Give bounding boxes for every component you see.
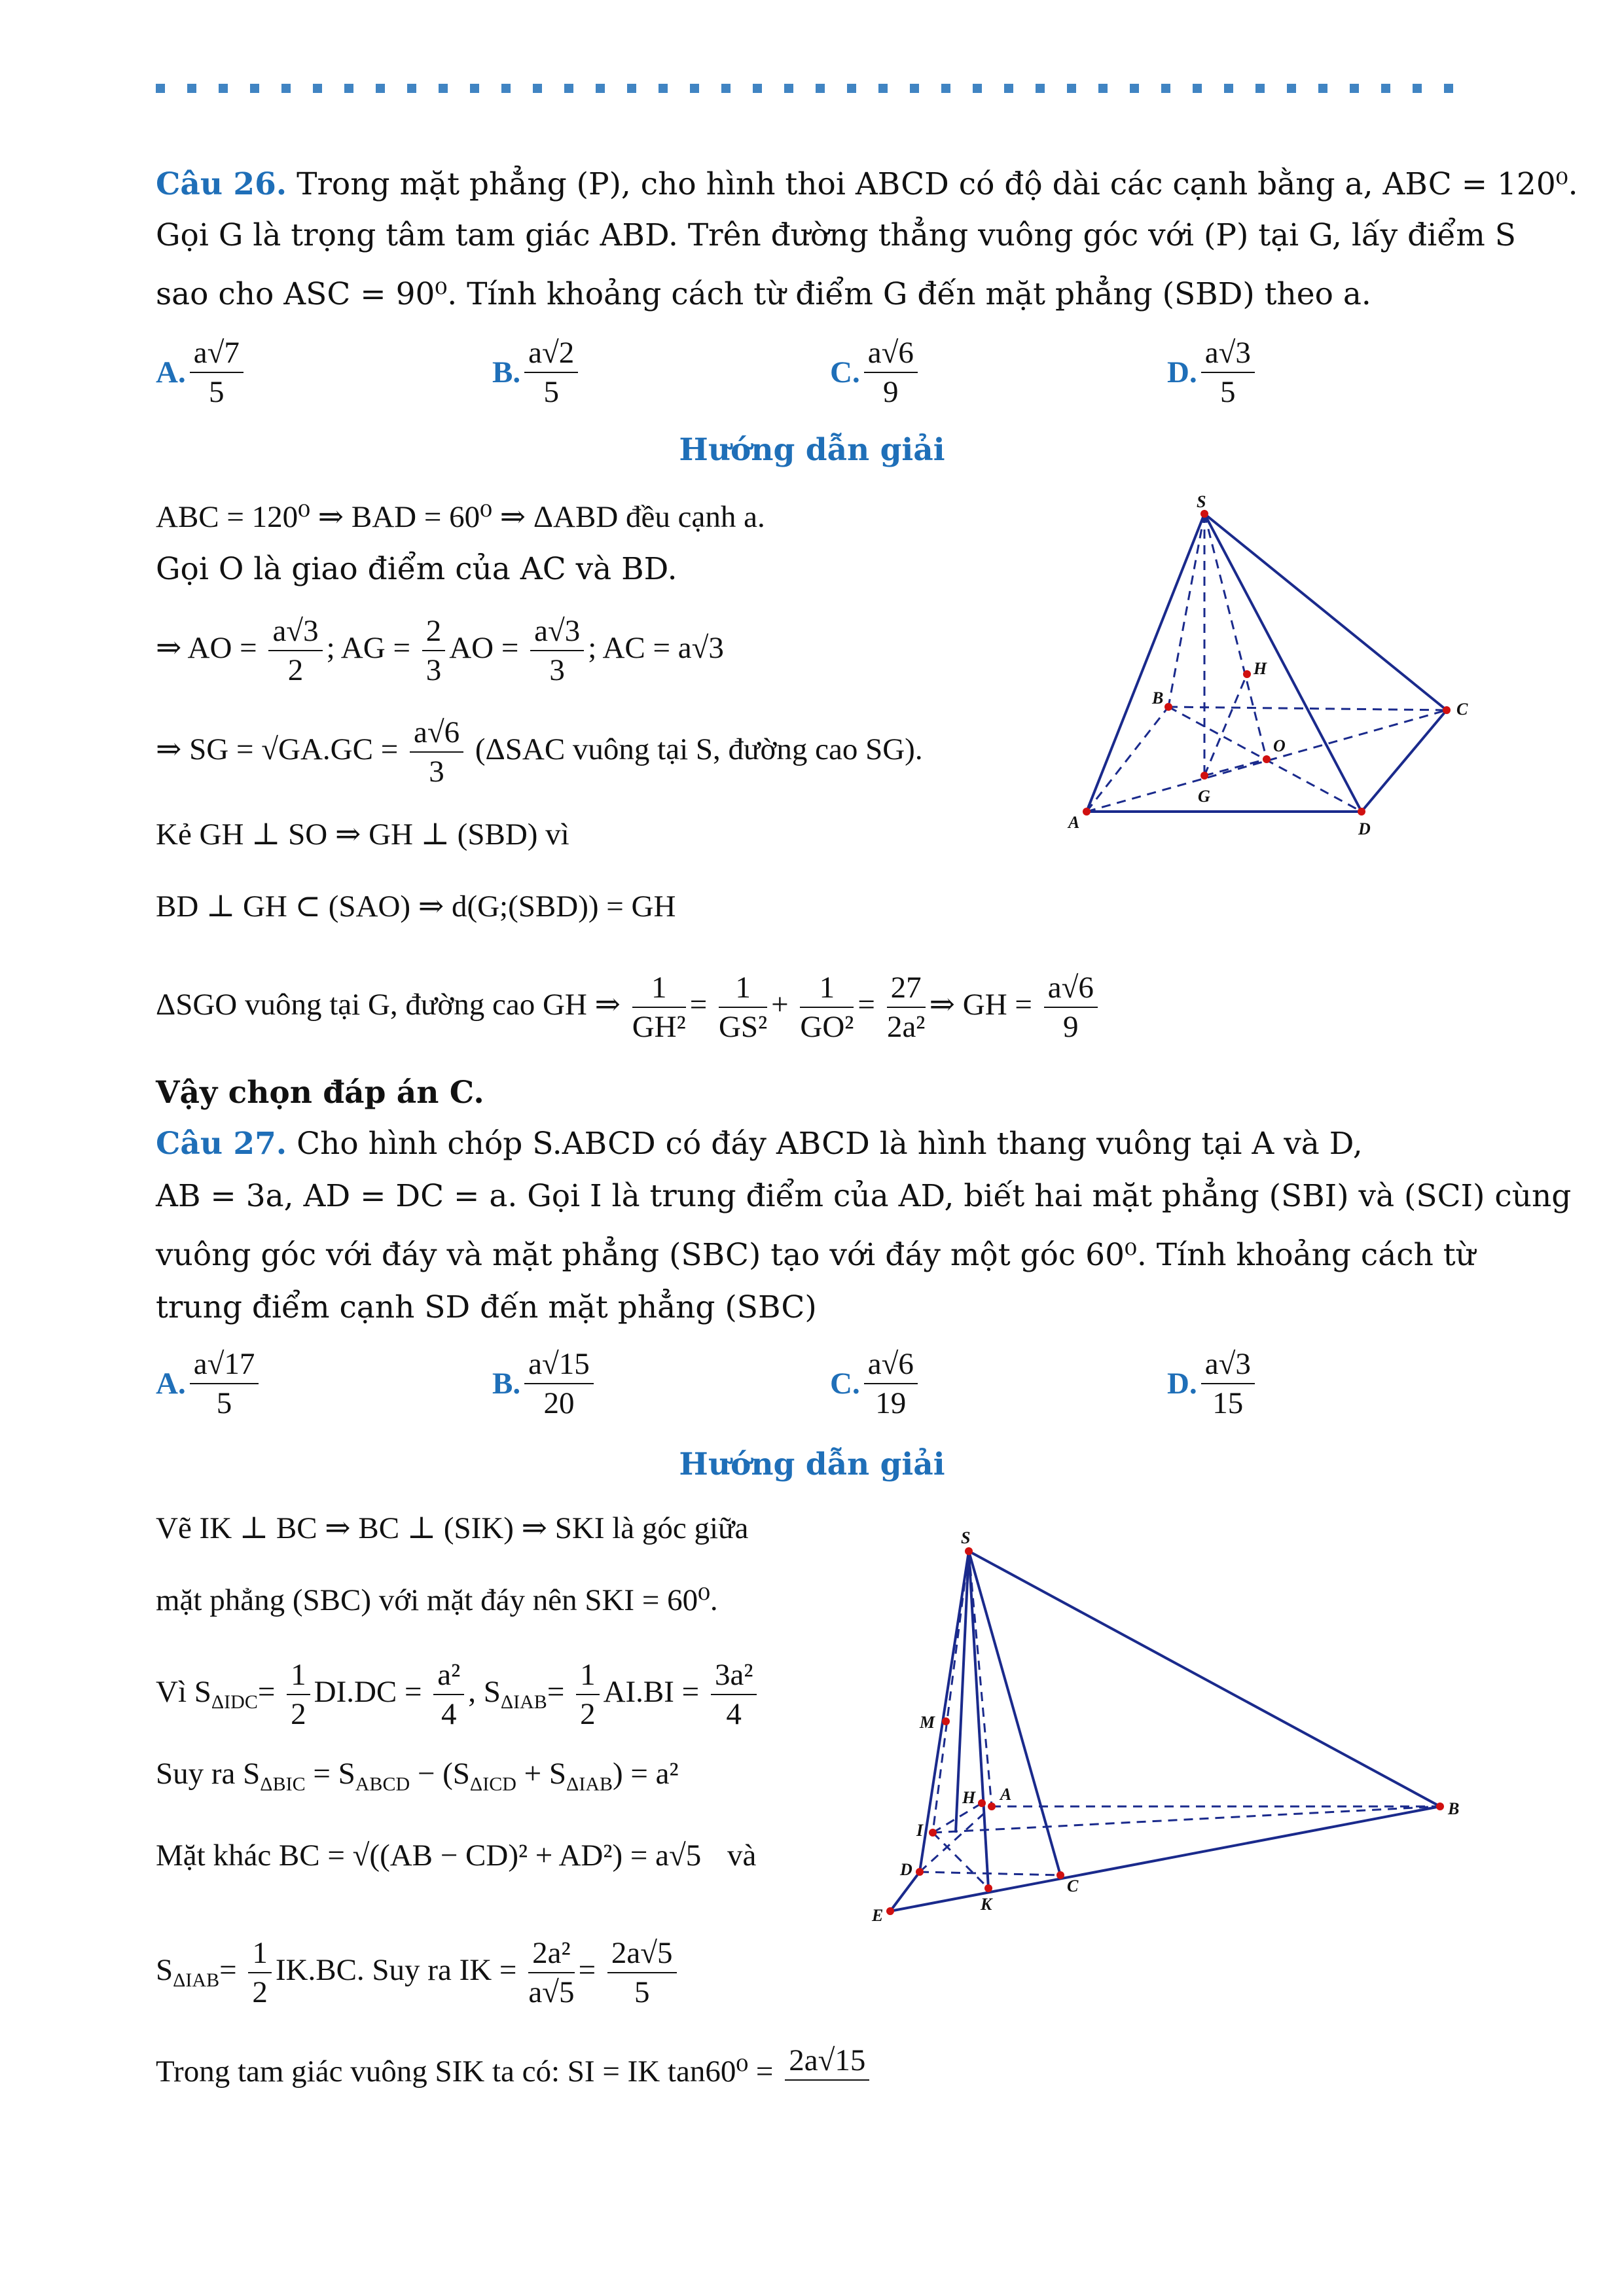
option-label: D. <box>1167 355 1197 389</box>
point-b <box>1164 703 1172 711</box>
figure-pyramid-1 <box>1047 484 1519 851</box>
t3sub2: ΔIAB <box>500 1691 547 1713</box>
point-h <box>1243 670 1251 678</box>
frac-den: 4 <box>726 1697 742 1731</box>
frac-den: 9 <box>1063 1010 1079 1044</box>
q27-step7 <box>156 2043 873 2091</box>
frac-den: 2 <box>291 1697 306 1731</box>
point-d <box>1358 808 1365 816</box>
option-label: A. <box>156 355 186 389</box>
q27-option-b[interactable] <box>492 1345 598 1422</box>
option-num: a√3 <box>1201 1345 1255 1384</box>
s7imp: ⇒ GH = <box>929 987 1032 1022</box>
q26-step7 <box>156 969 1102 1046</box>
option-label: B. <box>492 1367 521 1401</box>
frac-den: 2 <box>580 1697 596 1731</box>
frac-num: 2a² <box>528 1934 574 1973</box>
q26-step3 <box>156 612 724 689</box>
option-den: 15 <box>1212 1386 1244 1420</box>
t6d: = <box>578 1952 596 1987</box>
frac-den: 3 <box>425 653 442 687</box>
frac-den: GS² <box>718 1010 768 1044</box>
t6b: = <box>219 1952 237 1987</box>
q26-step5: Kẻ GH ⊥ SO ⇒ GH ⊥ (SBD) vì <box>156 817 569 852</box>
option-den: 5 <box>216 1386 232 1420</box>
label-c: C <box>1067 1876 1079 1895</box>
frac-num: a√6 <box>1044 969 1098 1008</box>
point-k <box>984 1884 992 1892</box>
s3b: ; AG = <box>326 630 410 665</box>
t4: Suy ra S <box>156 1757 261 1791</box>
q26-step6: BD ⊥ GH ⊂ (SAO) ⇒ d(G;(SBD)) = GH <box>156 889 676 924</box>
point-s <box>965 1547 973 1555</box>
t4sub3: ΔICD <box>469 1773 516 1795</box>
option-label: B. <box>492 355 521 389</box>
label-s: S <box>961 1528 971 1547</box>
point-g <box>1200 772 1208 780</box>
q26-line3: sao cho ASC = 90⁰. Tính khoảng cách từ điểm G đến mặt phẳng (SBD) theo a. <box>156 276 1371 312</box>
q27-line3: vuông góc với đáy và mặt phẳng (SBC) tạo với đáy một góc 60⁰. Tính khoảng cách từ <box>156 1237 1475 1273</box>
frac-num: 1 <box>576 1656 600 1695</box>
label-b: B <box>1448 1799 1460 1818</box>
q27-step2: mặt phẳng (SBC) với mặt đáy nên SKI = 60⁰. <box>156 1583 718 1617</box>
option-label: C. <box>830 355 860 389</box>
t3b: = <box>257 1674 276 1709</box>
edge-dc <box>920 1872 1060 1875</box>
header-strip <box>156 84 1468 93</box>
option-num: a√2 <box>524 334 578 373</box>
frac-num: a² <box>433 1656 464 1695</box>
s3c: AO = <box>449 630 519 665</box>
frac-num: 1 <box>632 969 686 1008</box>
q27-step6 <box>156 1934 681 2011</box>
t6sub: ΔIAB <box>173 1969 220 1992</box>
option-den: 5 <box>1220 375 1236 409</box>
t6c: IK.BC. Suy ra IK = <box>275 1952 517 1987</box>
q27-step5 <box>156 1836 756 1875</box>
t3a: Vì S <box>156 1674 211 1709</box>
label-h: H <box>1254 659 1267 678</box>
t3sub1: ΔIDC <box>211 1691 258 1713</box>
q26-text1: Trong mặt phẳng (P), cho hình thoi ABCD có độ dài các cạnh bằng a, ABC = 120⁰. <box>287 166 1578 202</box>
label-d: D <box>1358 819 1371 838</box>
line-ib <box>933 1806 1440 1833</box>
t3d: , S <box>468 1674 501 1709</box>
q26-label: Câu 26. <box>156 166 287 202</box>
point-c <box>1056 1871 1064 1879</box>
t4sub2: ABCD <box>355 1773 410 1795</box>
q27-line4: trung điểm cạnh SD đến mặt phẳng (SBC) <box>156 1289 817 1325</box>
q26-guide-heading: Hướng dẫn giải <box>679 432 945 468</box>
frac-den: 2a² <box>886 1010 926 1044</box>
frac-num: 2a√15 <box>785 2041 869 2081</box>
edge-sk <box>969 1551 988 1888</box>
option-num: a√6 <box>864 1345 918 1384</box>
option-num: a√7 <box>190 334 244 373</box>
frac-num: 3a² <box>711 1656 757 1695</box>
option-num: a√3 <box>1201 334 1255 373</box>
t4c: − (S <box>410 1757 470 1791</box>
label-i: I <box>916 1821 924 1840</box>
q27-text1: Cho hình chóp S.ABCD có đáy ABCD là hình thang vuông tại A và D, <box>287 1126 1363 1162</box>
frac-den: 4 <box>441 1697 457 1731</box>
q27-label: Câu 27. <box>156 1126 287 1162</box>
q26-answer: Vậy chọn đáp án C. <box>156 1075 484 1111</box>
label-b: B <box>1152 689 1164 708</box>
edge-sd <box>1204 514 1362 812</box>
option-den: 9 <box>883 375 899 409</box>
frac-num: 27 <box>887 969 926 1008</box>
edge-dc <box>1362 710 1447 812</box>
frac-den: 2 <box>287 653 304 687</box>
q26-step1: ABC = 120⁰ ⇒ BAD = 60⁰ ⇒ ΔABD đều cạnh a. <box>156 500 765 534</box>
t3c: DI.DC = <box>314 1674 422 1709</box>
q27-step4 <box>156 1754 679 1804</box>
point-d <box>916 1868 924 1876</box>
point-e <box>886 1907 894 1915</box>
point-m <box>942 1717 950 1725</box>
frac-den: GH² <box>632 1010 686 1044</box>
q26-step4 <box>156 713 923 791</box>
edge-ab <box>1087 707 1168 812</box>
t4b: = S <box>305 1757 355 1791</box>
line-ik <box>933 1833 988 1888</box>
q26-option-c[interactable] <box>830 334 922 411</box>
frac-den: a√5 <box>528 1975 575 2009</box>
line-eb <box>890 1806 1440 1911</box>
edge-sc <box>1204 514 1447 710</box>
s3a: ⇒ AO = <box>156 630 257 665</box>
option-den: 19 <box>875 1386 907 1420</box>
label-g: G <box>1198 787 1210 806</box>
option-den: 5 <box>543 375 559 409</box>
frac-num: 2 <box>422 612 446 651</box>
s7a: ΔSGO vuông tại G, đường cao GH ⇒ <box>156 987 621 1022</box>
label-k: K <box>981 1895 992 1914</box>
q26-option-a[interactable] <box>156 334 247 411</box>
point-a <box>1083 808 1091 816</box>
t4d: + S <box>516 1757 567 1791</box>
option-label: C. <box>830 1367 860 1401</box>
frac-num: 1 <box>800 969 854 1008</box>
frac-num: 1 <box>719 969 767 1008</box>
frac-num: 2a√5 <box>607 1934 677 1973</box>
edge-sa <box>1087 514 1204 812</box>
point-i <box>929 1829 937 1837</box>
option-label: A. <box>156 1367 186 1401</box>
t6a: S <box>156 1952 173 1987</box>
q27-option-c[interactable] <box>830 1345 922 1422</box>
frac-den: 5 <box>634 1975 650 2009</box>
frac-num: 1 <box>287 1656 310 1695</box>
frac-den: GO² <box>800 1010 854 1044</box>
point-b <box>1436 1803 1444 1810</box>
t3f: AI.BI = <box>603 1674 700 1709</box>
t5a: Mặt khác BC = √((AB − CD)² + AD²) = a√5 <box>156 1839 702 1873</box>
s7eq: = <box>689 987 708 1022</box>
edge-sb <box>969 1551 1440 1806</box>
q26-step2: Gọi O là giao điểm của AC và BD. <box>156 551 677 587</box>
label-d: D <box>900 1860 912 1879</box>
figure-pyramid-2 <box>864 1512 1479 1931</box>
s7plus: + <box>771 987 789 1022</box>
q26-option-b[interactable] <box>492 334 582 411</box>
t3e: = <box>547 1674 565 1709</box>
frac-den: 3 <box>549 653 565 687</box>
label-a: A <box>1000 1785 1012 1804</box>
label-h: H <box>962 1788 976 1807</box>
q27-option-a[interactable] <box>156 1345 262 1422</box>
line-gh <box>1204 674 1247 776</box>
t4e: ) = a² <box>613 1757 679 1791</box>
label-e: E <box>872 1906 884 1925</box>
q27-option-d[interactable] <box>1167 1345 1259 1422</box>
label-m: M <box>920 1713 935 1732</box>
edge-sb <box>1168 514 1204 707</box>
option-den: 5 <box>209 375 225 409</box>
line-go <box>1204 759 1267 776</box>
option-num: a√6 <box>864 334 918 373</box>
q27-guide-heading: Hướng dẫn giải <box>679 1446 945 1482</box>
q26-line1 <box>156 165 1578 204</box>
q27-step3 <box>156 1656 761 1733</box>
label-a: A <box>1068 813 1080 832</box>
q26-line2: Gọi G là trọng tâm tam giác ABD. Trên đường thẳng vuông góc với (P) tại G, lấy điểm S <box>156 217 1516 253</box>
label-s: S <box>1197 492 1206 511</box>
frac-num: a√3 <box>268 612 322 651</box>
option-den: 20 <box>543 1386 575 1420</box>
s3d: ; AC = a√3 <box>588 630 724 665</box>
q27-line2: AB = 3a, AD = DC = a. Gọi I là trung điểm của AD, biết hai mặt phẳng (SBI) và (SCI) cùng <box>156 1178 1572 1214</box>
t4sub4: ΔIAB <box>566 1773 613 1795</box>
frac-den: 2 <box>252 1975 268 2009</box>
t4sub: ΔBIC <box>260 1773 306 1795</box>
frac-num: a√6 <box>410 713 463 753</box>
option-num: a√17 <box>190 1345 259 1384</box>
s7eq: = <box>857 987 875 1022</box>
line-so <box>1204 514 1267 759</box>
s4a: ⇒ SG = √GA.GC = <box>156 732 399 766</box>
frac-den: 3 <box>429 755 444 789</box>
point-a <box>988 1803 996 1810</box>
q27-line1 <box>156 1124 1363 1164</box>
point-o <box>1263 755 1271 763</box>
label-c: C <box>1456 700 1468 719</box>
label-o: O <box>1273 736 1286 755</box>
frac-num: 1 <box>248 1934 272 1973</box>
point-c <box>1443 706 1451 714</box>
s4b: (ΔSAC vuông tại S, đường cao SG). <box>475 732 923 766</box>
point-h <box>978 1799 986 1807</box>
option-num: a√15 <box>524 1345 594 1384</box>
q26-option-d[interactable] <box>1167 334 1259 411</box>
q27-step1: Vẽ IK ⊥ BC ⇒ BC ⊥ (SIK) ⇒ SKI là góc giữa <box>156 1511 749 1545</box>
frac-num: a√3 <box>530 612 584 651</box>
option-label: D. <box>1167 1367 1197 1401</box>
t7a: Trong tam giác vuông SIK ta có: SI = IK tan60⁰ = <box>156 2054 774 2089</box>
t5b: và <box>727 1839 757 1873</box>
